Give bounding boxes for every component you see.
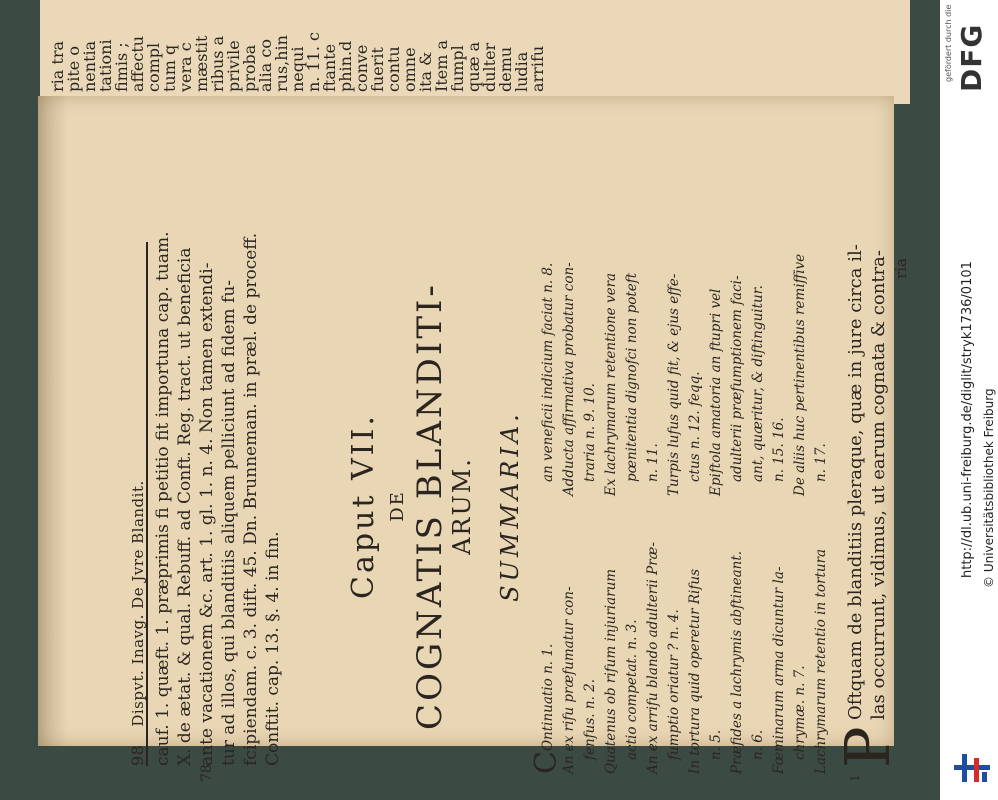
previous-page-line: phin.d <box>336 40 355 92</box>
summaria-heading: SUMMARIA. <box>496 410 524 602</box>
running-head-title: Dispvt. Inavg. De Jvre Blandit. <box>129 480 147 727</box>
summary-item: Fœminarum arma dicuntur la- <box>771 566 787 774</box>
summary-item: adulterii præfumptionem faci- <box>729 275 745 482</box>
summary-item: n. 15. 16. <box>771 417 787 482</box>
previous-page-fragment <box>40 0 910 104</box>
footnote-mark: 78 <box>199 764 215 782</box>
summary-item: an veneficii indicium faciat n. 8. <box>540 262 556 482</box>
summary-item: ctus n. 12. feqq. <box>687 371 703 482</box>
footnote <box>148 226 284 786</box>
summary-item: Epiftola amatoria an ftupri vel <box>708 288 724 496</box>
catchword: ria <box>892 258 910 279</box>
book-page <box>38 96 910 782</box>
summary-item: ant, quæritur, & diftinguitur. <box>750 285 766 482</box>
summary-item: Præfides a lachrymis abftineant. <box>729 550 745 774</box>
previous-page-line: nequi <box>288 46 307 92</box>
previous-page-line: privile <box>224 40 243 92</box>
previous-page-line: compl <box>144 42 163 92</box>
university-library-logo-icon <box>950 746 994 790</box>
chapter-de: DE <box>387 490 408 522</box>
paragraph-number: 1 <box>848 774 862 782</box>
footnote-line: ante vacationem &c. art. 1. gl. 1. n. 4. Non tamen extendi- <box>197 262 217 766</box>
previous-page-line: tum q <box>160 44 179 92</box>
previous-page-line: dulter <box>480 42 499 92</box>
previous-page-line: conve <box>352 44 371 92</box>
chapter-heading: Caput VII. <box>346 413 381 599</box>
previous-page-line: affectu <box>128 35 147 92</box>
summary-item: fumptio oriatur ? n. 4. <box>666 609 682 760</box>
footnote-line-marked <box>196 246 218 782</box>
previous-page-line: fumpl <box>448 45 467 92</box>
summary-item: n. 6. <box>750 729 766 760</box>
previous-page-line: fimis ; <box>112 42 131 92</box>
summary-item: Lachrymarum retentio in tortura <box>813 548 829 774</box>
summary-item: Ex lachrymarum retentione vera <box>603 272 619 496</box>
body-text <box>832 226 913 786</box>
summary-item: chrymæ. n. 7. <box>792 665 808 760</box>
summary-item: n. 17. <box>813 443 829 482</box>
summary-item: actio competat. n. 3. <box>624 619 640 760</box>
summary-item: An ex rifu præfumatur con- <box>561 586 577 774</box>
license-text: © Universitätsbibliothek Freiburg <box>982 388 996 588</box>
chapter-title: COGNATIS BLANDITI- <box>410 282 450 730</box>
summary-item: In tortura quid operetur Rifus <box>687 569 703 774</box>
summary-item: fenfus. n. 2. <box>582 678 598 760</box>
summary-initial: C <box>529 751 564 774</box>
running-header <box>96 226 147 786</box>
previous-page-line: nentia <box>80 40 99 92</box>
logo-bar <box>974 758 979 782</box>
chapter-title-end: ARUM. <box>448 457 476 555</box>
previous-page-line: vera c <box>176 42 195 92</box>
previous-page-line: n. 11. c <box>304 32 323 92</box>
previous-page-line: pite o <box>64 46 83 92</box>
sidebar-text <box>940 0 998 800</box>
summary-item <box>529 516 564 774</box>
dfg-logo <box>956 8 988 92</box>
summary-item: An ex arrifu blando adulterii Præ- <box>645 542 661 774</box>
footnote-line: fcipiendam. c. 3. dift. 45. Dn. Brunneman. in præl. de proceff. <box>241 232 261 766</box>
summary-left-column <box>529 516 832 774</box>
previous-page-line: mæstit <box>192 35 211 92</box>
previous-page-line: omne <box>400 47 419 92</box>
previous-page-line: quæ a <box>464 41 483 92</box>
logo-bar <box>962 754 967 782</box>
previous-page-text <box>40 0 910 104</box>
page-number: 98 <box>128 744 147 766</box>
summary-item: Quatenus ob rifum injuriarum <box>603 568 619 774</box>
drop-cap: P <box>831 726 904 768</box>
previous-page-line: demu <box>496 46 515 92</box>
summary-item: Turpis lufus quid fit, & ejus effe- <box>666 273 682 496</box>
footnote-line: Conftit. cap. 13. §. 4. in fin. <box>263 531 283 766</box>
previous-page-line: arrifu <box>528 45 547 92</box>
previous-page-line: ria tra <box>48 40 67 92</box>
previous-page-line: rus,hin <box>272 35 291 92</box>
footnote-line: X. de ætat. & qual. Rebuff. ad Conft. Reg. tract. ut beneficia <box>175 247 195 766</box>
summary-item: traria n. 9. 10. <box>582 383 598 482</box>
funded-by-text: gefördert durch die <box>944 4 953 82</box>
previous-page-line: Item a <box>432 39 451 92</box>
archive-sidebar <box>940 0 998 800</box>
summary-columns <box>524 226 832 786</box>
previous-page-line: ftante <box>320 43 339 92</box>
previous-page-line: alia co <box>256 39 275 92</box>
logo-bar <box>954 765 990 770</box>
previous-page-line: ludia <box>512 51 531 92</box>
dfg-logo-text: DFG <box>955 23 988 92</box>
logo-bar <box>982 772 987 782</box>
summary-item: Adducta affirmativa probatur con- <box>561 262 577 496</box>
footnote-line: tur ad illos, qui blanditiis aliquem pelliciunt ad fidem fu- <box>219 279 239 766</box>
summary-item: pœnitentia dignofci non poteft <box>624 272 640 482</box>
source-url[interactable]: http://dl.ub.uni-freiburg.de/diglit/stryk1736/0101 <box>960 261 975 578</box>
previous-page-line: ita & <box>416 51 435 92</box>
previous-page-line: ribus a <box>208 35 227 92</box>
previous-page-line: tationi <box>96 39 115 92</box>
previous-page-line: contu <box>384 46 403 92</box>
summary-item: n. 5. <box>708 729 724 760</box>
summary-item: n. 11. <box>645 443 661 482</box>
page-content <box>96 226 916 786</box>
footnote-line: cauf. 1. quæft. 1. præprimis fi petitio fit importuna cap. tuam. <box>153 231 173 766</box>
summary-item-text: Ontinuatio n. 1. <box>540 643 556 752</box>
body-line: las occurrunt, vidimus, ut earum cognata & contra- <box>868 250 889 720</box>
summary-item: De aliis huc pertinentibus remiffive <box>792 253 808 496</box>
previous-page-line: proba <box>240 44 259 92</box>
summary-right-column <box>538 238 832 496</box>
body-line: Oftquam de blanditiis pleraque, quæ in jure circa il- <box>845 244 866 720</box>
previous-page-line: fuerit <box>368 47 387 92</box>
